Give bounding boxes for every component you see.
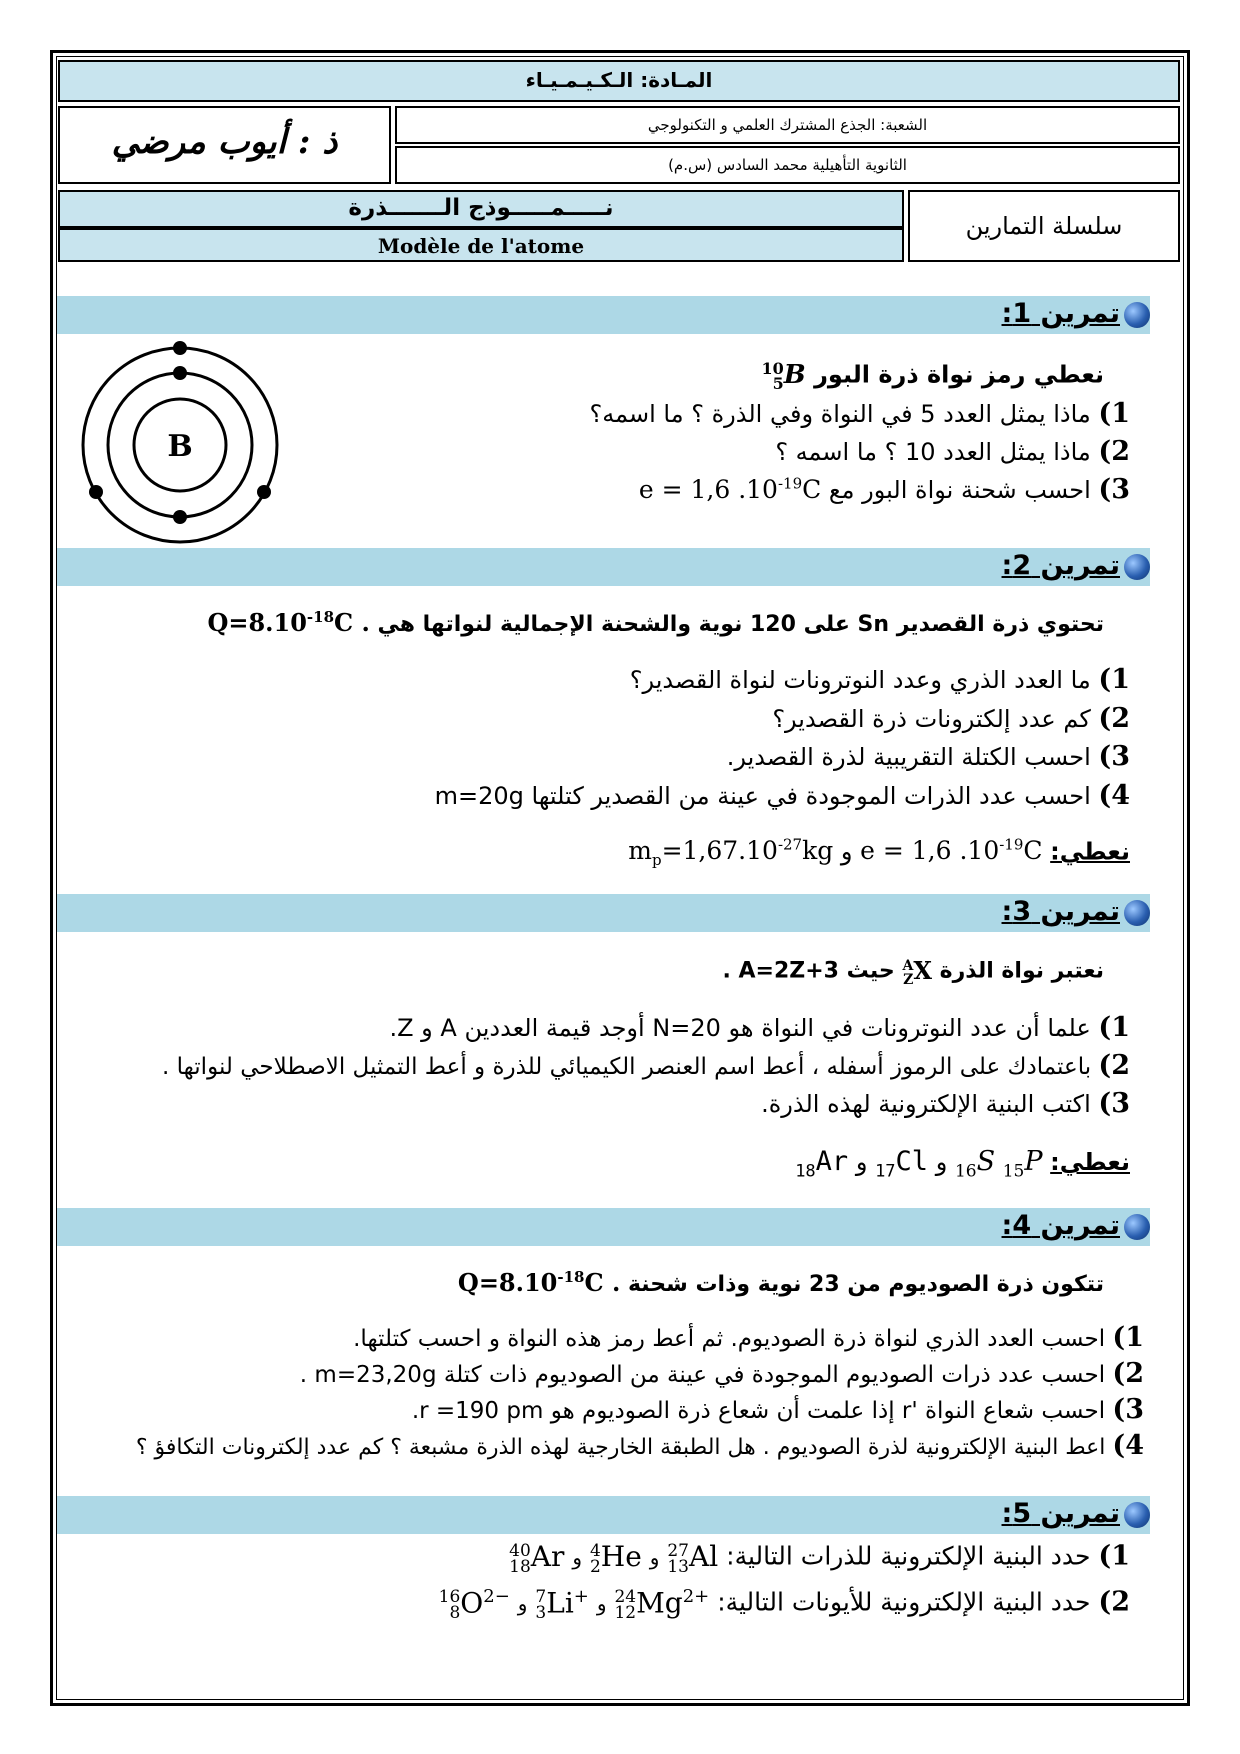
lesson-title-ar: نـــــمـــــوذج الـــــــذرة (348, 195, 614, 221)
ex3-question-3: 3) اكتب البنية الإلكترونية لهذه الذرة. (761, 1088, 1130, 1119)
exercise-3-title: تمرين 3: (1001, 896, 1120, 927)
ex5-question-2: 2) حدد البنية الإلكترونية للأيونات التالية: 24 $12Mg^{2+}$ و 7 3Li+ و 16 $8O^{2-}$ (438, 1586, 1130, 1623)
ex3-question-2: 2) باعتمادك على الرموز أسفله ، أعط اسم العنصر الكيميائي للذرة و أعط التمثيل الاصطلاحي لنواتها . (162, 1050, 1130, 1081)
school-text: الثانوية التأهيلية محمد السادس (س.م) (668, 156, 907, 174)
ex2-question-4: 4) احسب عدد الذرات الموجودة في عينة من القصدير كتلتها m=20g (434, 780, 1130, 811)
electron (173, 510, 187, 524)
subject-bar (58, 60, 1180, 102)
ex3-intro: نعتبر نواة الذرة A ZX حيث A=2Z+3 . (722, 956, 1104, 988)
electron (173, 366, 187, 380)
ex2-question-3: 3) احسب الكتلة التقريبية لذرة القصدير. (726, 741, 1130, 772)
globe-icon (1124, 1502, 1150, 1528)
ex1-intro (761, 360, 1104, 391)
ex4-question-3: 3) احسب شعاع النواة 'r إذا علمت أن شعاع ذرة الصوديوم هو r =190 pm. (411, 1394, 1144, 1425)
atom-Ar: 40 18Ar (509, 1540, 565, 1577)
element-P: $_{15}$P (1002, 1146, 1043, 1182)
globe-icon (1124, 554, 1150, 580)
ex5-question-1: 1) حدد البنية الإلكترونية للذرات التالية: 27 13Al و 4 2He و 40 18Ar (509, 1540, 1130, 1577)
element-Cl: $_{17}$Cl (875, 1146, 929, 1182)
generic-nucleus-symbol: A ZX (902, 956, 932, 988)
nucleus-label: B (167, 429, 193, 464)
ex1-question-3: 3) احسب شحنة نواة البور مع e = 1,6 $.10^{-19}C$ (638, 474, 1130, 505)
element-S: $_{16}$S (954, 1146, 996, 1182)
branch-text: الشعبة: الجذع المشترك العلمي و التكنولوجي (647, 116, 928, 134)
mass-number: 10 (761, 359, 784, 378)
exercise-4-band (57, 1208, 1150, 1246)
ion-Li: 7 3Li+ (535, 1586, 589, 1623)
given-e: e = 1,6 $.10^{-19}C$ (860, 836, 1043, 866)
ex2-intro-text: تحتوي ذرة القصدير Sn على 120 نوية والشحنة الإجمالية لنواتها هي (377, 612, 1104, 637)
ex4-question-1: 1) احسب العدد الذري لنواة ذرة الصوديوم. ثم أعط رمز هذه النواة و احسب كتلتها. (353, 1322, 1144, 1353)
lesson-title-fr: Modèle de l'atome (377, 234, 585, 258)
ex4-intro: تتكون ذرة الصوديوم من 23 نوية وذات شحنة $Q=8.10^{-18}C$ . (457, 1268, 1104, 1297)
series-title: سلسلة التمارين (965, 212, 1123, 240)
lesson-title-ar-cell (58, 190, 904, 228)
teacher-cell (58, 106, 391, 184)
globe-icon (1124, 900, 1150, 926)
exercise-5-title: تمرين 5: (1001, 1498, 1120, 1529)
ex2-question-1: 1) ما العدد الذري وعدد النوترونات لنواة القصدير؟ (629, 664, 1130, 695)
lesson-title-fr-cell (58, 228, 904, 262)
exercise-4-title: تمرين 4: (1001, 1210, 1120, 1241)
given-mp: $m_p=1,67.10^{-27}kg$ (628, 836, 834, 870)
atom-He: 4 2He (589, 1540, 642, 1577)
exercise-2-band (57, 548, 1150, 586)
globe-icon (1124, 302, 1150, 328)
ex1-q2-text: ماذا يمثل العدد 10 ؟ ما اسمه ؟ (775, 438, 1091, 466)
electron (173, 341, 187, 355)
boron-atom-diagram (76, 340, 286, 550)
exercise-3-band (57, 894, 1150, 932)
globe-icon (1124, 1214, 1150, 1240)
charge-formula: e = 1,6 $.10^{-19}C$ (638, 474, 822, 504)
total-charge: $Q=8.10^{-18}C$ . (207, 608, 370, 637)
ex1-q3-text: احسب شحنة نواة البور مع (828, 476, 1091, 504)
ex1-question-1: 1) ماذا يمثل العدد 5 في النواة وفي الذرة ؟ ما اسمه؟ (589, 398, 1130, 429)
sodium-charge: $Q=8.10^{-18}C$ . (457, 1268, 621, 1297)
atomic-number: 5 (772, 374, 784, 393)
exercise-5-band (57, 1496, 1150, 1534)
subject-title: المـادة: الـكـيـمـيـاء (525, 68, 713, 92)
ex4-question-2: 2) احسب عدد ذرات الصوديوم الموجودة في عينة من الصوديوم ذات كتلة m=23,20g . (299, 1358, 1144, 1389)
ex2-question-2: 2) كم عدد إلكترونات ذرة القصدير؟ (772, 703, 1130, 734)
teacher-name: ذ : أيوب مرضي (111, 122, 338, 162)
ex4-question-4: 4) اعط البنية الإلكترونية لذرة الصوديوم . هل الطبقة الخارجية لهذه الذرة مشبعة ؟ كم عدد إلكترونات التكافؤ ؟ (135, 1430, 1144, 1461)
school-cell (395, 146, 1180, 184)
ex2-intro (207, 608, 1104, 637)
branch-cell (395, 106, 1180, 144)
boron-symbol (761, 360, 805, 391)
exercise-1-band (57, 296, 1150, 334)
ex1-question-2: 2) ماذا يمثل العدد 10 ؟ ما اسمه ؟ (775, 436, 1130, 467)
element-symbol: B (783, 360, 806, 390)
ion-Mg: 24 $12Mg^{2+}$ (614, 1586, 710, 1623)
electron (89, 485, 103, 499)
ex1-q1-text: ماذا يمثل العدد 5 في النواة وفي الذرة ؟ ما اسمه؟ (589, 400, 1091, 428)
element-Ar: $_{18}$Ar (795, 1146, 849, 1182)
series-cell (908, 190, 1180, 262)
exercise-1-title: تمرين 1: (1001, 298, 1120, 329)
ex1-intro-text: نعطي رمز نواة ذرة البور (814, 360, 1104, 389)
ex3-relation: حيث A=2Z+3 . (722, 958, 895, 984)
ex2-given: نعطي: e = 1,6 $.10^{-19}C$ و $m_p=1,67.10^{-27}kg$ (628, 836, 1130, 870)
electron (257, 485, 271, 499)
ex3-question-1: 1) علما أن عدد النوترونات في النواة هو N=20 أوجد قيمة العددين A و Z. (389, 1012, 1130, 1043)
exercise-2-title: تمرين 2: (1001, 550, 1120, 581)
atom-Al: 27 13Al (667, 1540, 719, 1577)
ex3-given: نعطي: $_{15}$P $_{16}$S و $_{17}$Cl و $_{18}$Ar (795, 1146, 1130, 1182)
ion-O: 16 $8O^{2-}$ (438, 1586, 510, 1623)
